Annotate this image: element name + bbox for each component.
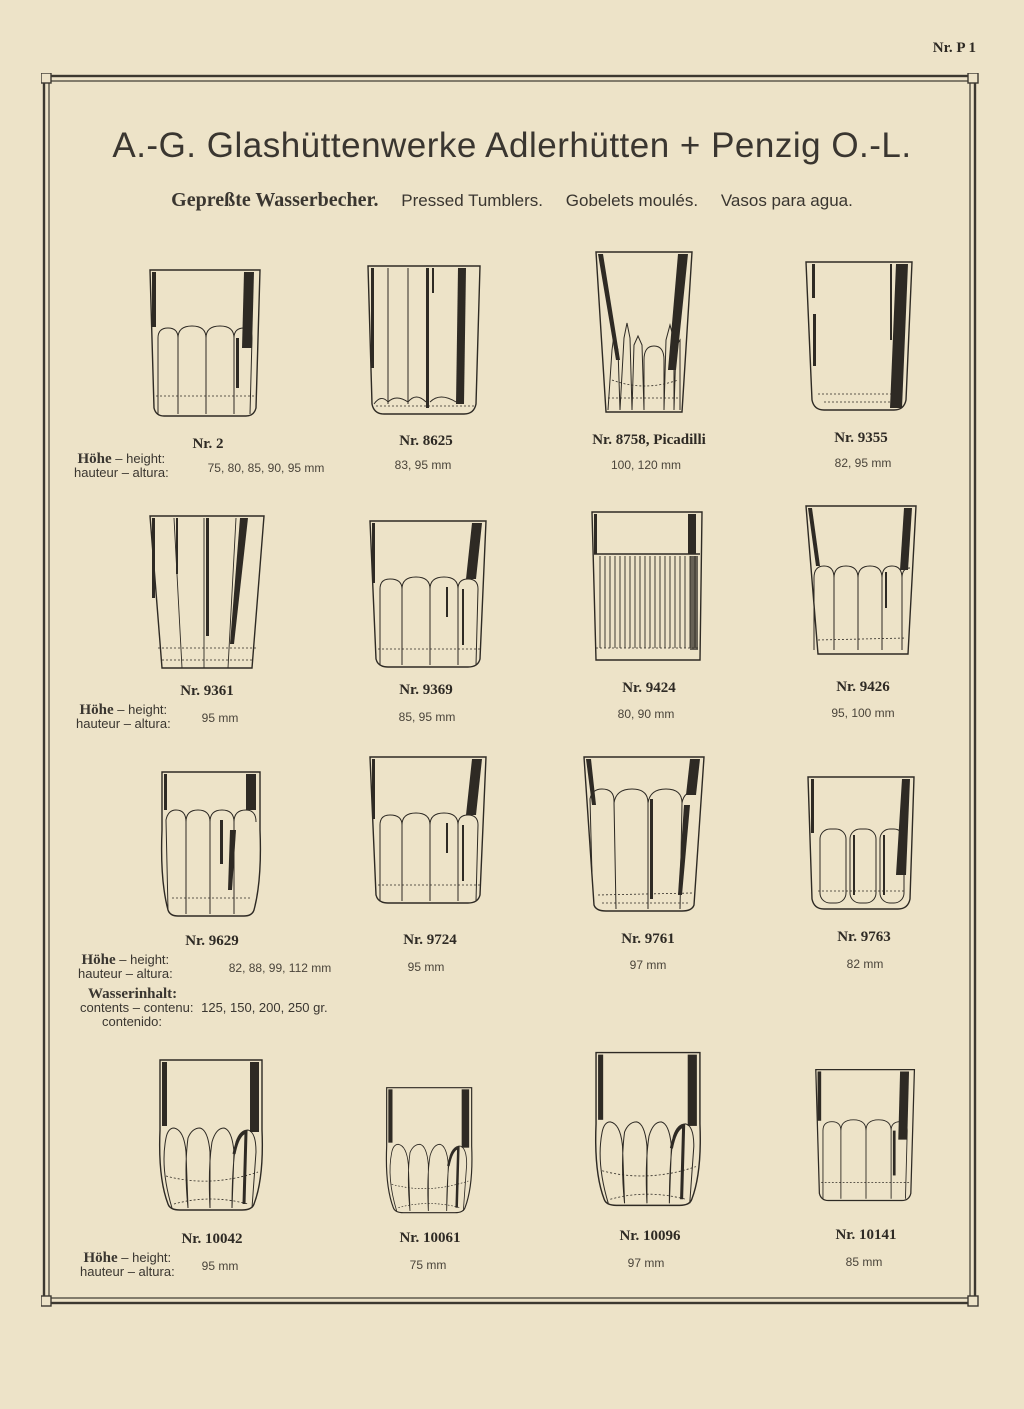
height-value-8625: 83, 95 mm [394, 458, 452, 472]
product-number-2: Nr. 2 [192, 436, 224, 452]
height-value-9369: 85, 95 mm [398, 710, 456, 724]
product-number-10141: Nr. 10141 [835, 1227, 897, 1243]
subtitle-french: Gobelets moulés. [565, 191, 699, 210]
height-label: Höhe – height: hauteur – altura: [78, 952, 173, 981]
glass-nr-9361-illustration [148, 514, 268, 672]
height-value-10061: 75 mm [409, 1258, 447, 1272]
height-label: Höhe – height: hauteur – altura: [74, 451, 169, 480]
height-value-9424: 80, 90 mm [617, 707, 675, 721]
product-number-9629: Nr. 9629 [185, 933, 239, 949]
product-number-9761: Nr. 9761 [621, 931, 675, 947]
height-value-9763: 82 mm [846, 957, 884, 971]
height-value-8758: 100, 120 mm [610, 458, 682, 472]
glass-nr-9763-illustration [806, 775, 918, 913]
glass-nr-10141-illustration [814, 1066, 918, 1206]
height-value-10042: 95 mm [201, 1259, 239, 1273]
glass-nr-10042-illustration [158, 1058, 266, 1214]
product-number-10061: Nr. 10061 [399, 1230, 461, 1246]
catalog-subtitle [0, 189, 1024, 212]
height-label: Höhe – height: hauteur – altura: [80, 1250, 175, 1279]
product-number-8758: Nr. 8758, Picadilli [592, 432, 706, 448]
product-number-9424: Nr. 9424 [622, 680, 676, 696]
product-number-8625: Nr. 8625 [399, 433, 453, 449]
product-number-9355: Nr. 9355 [834, 430, 888, 446]
glass-nr-9355-illustration [804, 260, 916, 414]
product-number-9763: Nr. 9763 [837, 929, 891, 945]
contents-label: Wasserinhalt: contents – contenu: 125, 150, 200, 250 gr. contenido: [80, 986, 328, 1029]
height-value-9361: 95 mm [201, 711, 239, 725]
page-number: Nr. P 1 [932, 40, 976, 56]
glass-nr-9761-illustration [582, 755, 708, 915]
subtitle-spanish: Vasos para agua. [720, 191, 853, 210]
glass-nr-2-illustration [148, 268, 264, 420]
product-number-10042: Nr. 10042 [181, 1231, 243, 1247]
glass-nr-9426-illustration [804, 504, 920, 658]
product-number-9426: Nr. 9426 [836, 679, 890, 695]
height-value-9426: 95, 100 mm [831, 706, 895, 720]
height-value-9629: 82, 88, 99, 112 mm [228, 961, 332, 975]
glass-nr-9424-illustration [590, 510, 706, 664]
height-value-9724: 95 mm [407, 960, 445, 974]
glass-nr-9369-illustration [368, 519, 490, 671]
glass-nr-8625-illustration [366, 264, 484, 418]
height-label: Höhe – height: hauteur – altura: [76, 702, 171, 731]
height-value-2: 75, 80, 85, 90, 95 mm [207, 461, 325, 475]
product-number-9369: Nr. 9369 [399, 682, 453, 698]
company-title: A.-G. Glashüttenwerke Adlerhütten + Penzig O.-L. [112, 126, 912, 165]
subtitle-english: Pressed Tumblers. [401, 191, 544, 210]
glass-nr-10096-illustration [594, 1047, 704, 1213]
height-value-10096: 97 mm [627, 1256, 665, 1270]
contents-value-9629: 125, 150, 200, 250 gr. [201, 1000, 328, 1015]
height-value-10141: 85 mm [845, 1255, 883, 1269]
product-number-9361: Nr. 9361 [180, 683, 234, 699]
product-number-10096: Nr. 10096 [619, 1228, 681, 1244]
product-number-9724: Nr. 9724 [403, 932, 457, 948]
height-value-9761: 97 mm [629, 958, 667, 972]
glass-nr-9724-illustration [368, 755, 490, 915]
subtitle-german: Gepreßte Wasserbecher. [171, 189, 379, 211]
glass-nr-8758-illustration [594, 250, 694, 416]
glass-nr-10061-illustration [384, 1086, 476, 1216]
height-value-9355: 82, 95 mm [834, 456, 892, 470]
glass-nr-9629-illustration [160, 770, 264, 918]
